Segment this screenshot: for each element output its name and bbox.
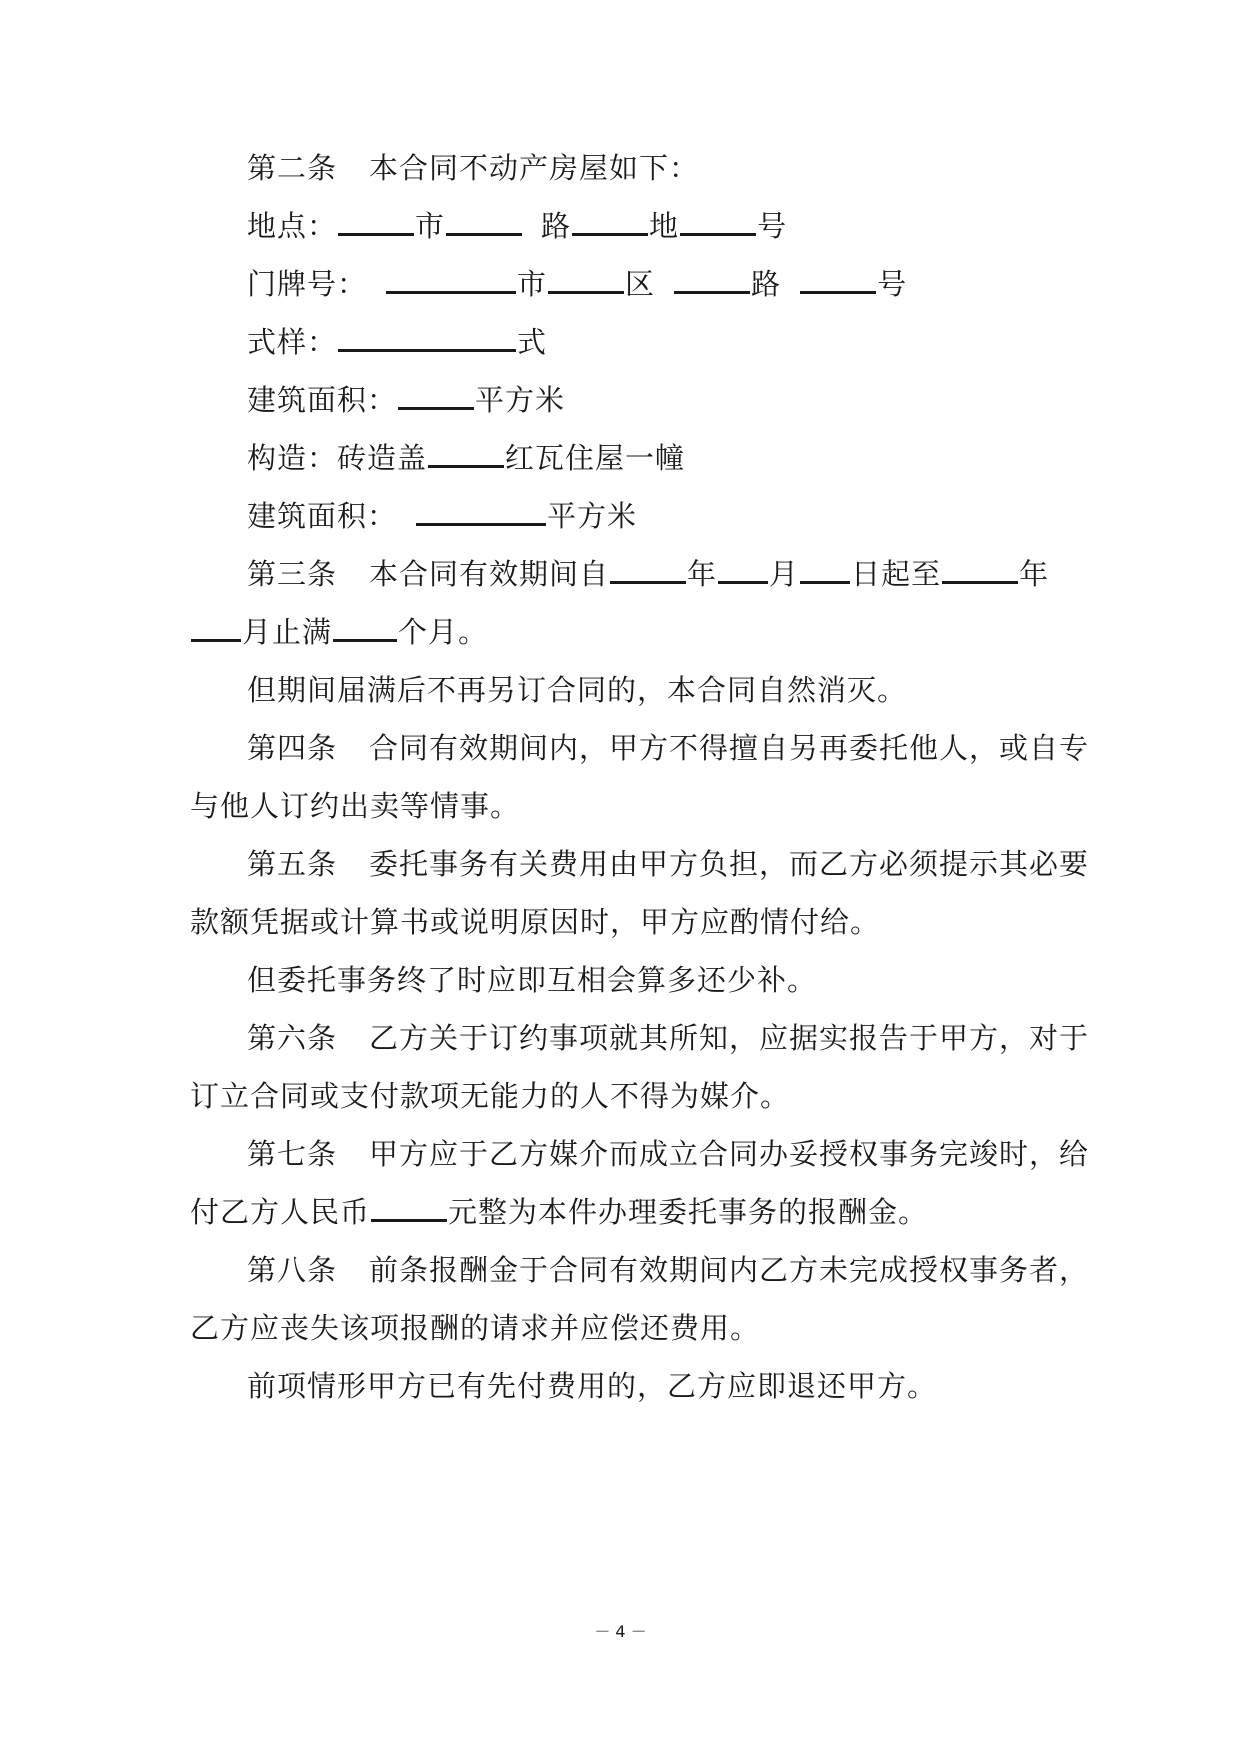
location-line: [247, 206, 787, 246]
article-7-line2-a: 付乙方人民币: [190, 1195, 371, 1229]
location-no: 号: [757, 209, 788, 243]
article-3-day-from: 日起至: [851, 557, 942, 591]
article-4-line2: 与他人订约出卖等情事。: [190, 789, 521, 823]
blank-field[interactable]: [386, 265, 516, 294]
blank-field[interactable]: [338, 323, 516, 352]
article-5-line2: 款额凭据或计算书或说明原因时，甲方应酌情付给。: [190, 905, 881, 939]
area2-unit: 平方米: [547, 499, 638, 533]
article-5-label: 第五条: [247, 847, 338, 881]
article-7: [247, 1134, 1089, 1174]
area1-label: 建筑面积：: [247, 383, 398, 417]
structure-suffix: 红瓦住屋一幢: [505, 441, 686, 475]
door-city: 市: [517, 267, 548, 301]
blank-field[interactable]: [718, 555, 768, 584]
blank-field[interactable]: [674, 265, 750, 294]
article-2-label: 第二条: [247, 151, 338, 185]
article-8: [247, 1250, 1089, 1290]
blank-field[interactable]: [428, 439, 504, 468]
blank-field[interactable]: [800, 555, 850, 584]
article-3-month: 月: [769, 557, 800, 591]
article-3-label: 第三条: [247, 557, 338, 591]
article-3-year: 年: [687, 557, 718, 591]
area2-label: 建筑面积：: [247, 499, 398, 533]
location-land: 地: [649, 209, 680, 243]
structure-line: [247, 438, 685, 478]
blank-field[interactable]: [333, 613, 397, 642]
location-road: 路: [541, 209, 572, 243]
door-label: 门牌号：: [247, 267, 368, 301]
blank-field[interactable]: [610, 555, 686, 584]
article-8-note: 前项情形甲方已有先付费用的，乙方应即退还甲方。: [247, 1369, 938, 1403]
style-line: [247, 322, 547, 362]
blank-field[interactable]: [680, 207, 756, 236]
article-7-line2-b: 元整为本件办理委托事务的报酬金。: [448, 1195, 929, 1229]
article-3: [247, 554, 1049, 594]
blank-field[interactable]: [191, 613, 241, 642]
blank-field[interactable]: [416, 497, 546, 526]
blank-field[interactable]: [446, 207, 522, 236]
area-line-2: [247, 496, 637, 536]
area-line-1: [247, 380, 565, 420]
article-4: [247, 728, 1089, 768]
door-no: 号: [877, 267, 908, 301]
blank-field[interactable]: [942, 555, 1018, 584]
door-district: 区: [625, 267, 656, 301]
article-3-month-end: 月止满: [242, 615, 333, 649]
page-number: － 4 －: [594, 1622, 647, 1641]
article-4-line1: 合同有效期间内，甲方不得擅自另再委托他人，或自专: [369, 731, 1090, 765]
article-3-text: 本合同有效期间自: [369, 557, 610, 591]
article-3-note: 但期间届满后不再另订合同的，本合同自然消灭。: [247, 673, 908, 707]
article-5-line1: 委托事务有关费用由甲方负担，而乙方必须提示其必要: [369, 847, 1090, 881]
article-5: [247, 844, 1089, 884]
article-7-line1: 甲方应于乙方媒介而成立合同办妥授权事务完竣时，给: [369, 1137, 1090, 1171]
style-label: 式样：: [247, 325, 338, 359]
article-7-label: 第七条: [247, 1137, 338, 1171]
article-5-note: 但委托事务终了时应即互相会算多还少补。: [247, 963, 818, 997]
article-2-text: 本合同不动产房屋如下：: [369, 151, 700, 185]
blank-field[interactable]: [371, 1193, 447, 1222]
article-3-year2: 年: [1019, 557, 1050, 591]
blank-field[interactable]: [398, 381, 474, 410]
blank-field[interactable]: [800, 265, 876, 294]
door-number-line: [247, 264, 907, 304]
blank-field[interactable]: [572, 207, 648, 236]
door-road: 路: [751, 267, 782, 301]
article-8-line1: 前条报酬金于合同有效期间内乙方未完成授权事务者，: [369, 1253, 1090, 1287]
article-8-label: 第八条: [247, 1253, 338, 1287]
location-label: 地点：: [247, 209, 338, 243]
article-3-cont: [190, 612, 488, 652]
article-7-line2: [190, 1192, 928, 1232]
article-4-label: 第四条: [247, 731, 338, 765]
blank-field[interactable]: [338, 207, 414, 236]
article-6-label: 第六条: [247, 1021, 338, 1055]
article-8-line2: 乙方应丧失该项报酬的请求并应偿还费用。: [190, 1311, 761, 1345]
location-city: 市: [415, 209, 446, 243]
article-3-months: 个月。: [398, 615, 489, 649]
article-6: [247, 1018, 1089, 1058]
article-2: [247, 148, 699, 188]
style-suffix: 式: [517, 325, 548, 359]
article-6-line2: 订立合同或支付款项无能力的人不得为媒介。: [190, 1079, 791, 1113]
article-6-line1: 乙方关于订约事项就其所知，应据实报告于甲方，对于: [369, 1021, 1090, 1055]
blank-field[interactable]: [548, 265, 624, 294]
area1-unit: 平方米: [475, 383, 566, 417]
structure-label: 构造：砖造盖: [247, 441, 428, 475]
